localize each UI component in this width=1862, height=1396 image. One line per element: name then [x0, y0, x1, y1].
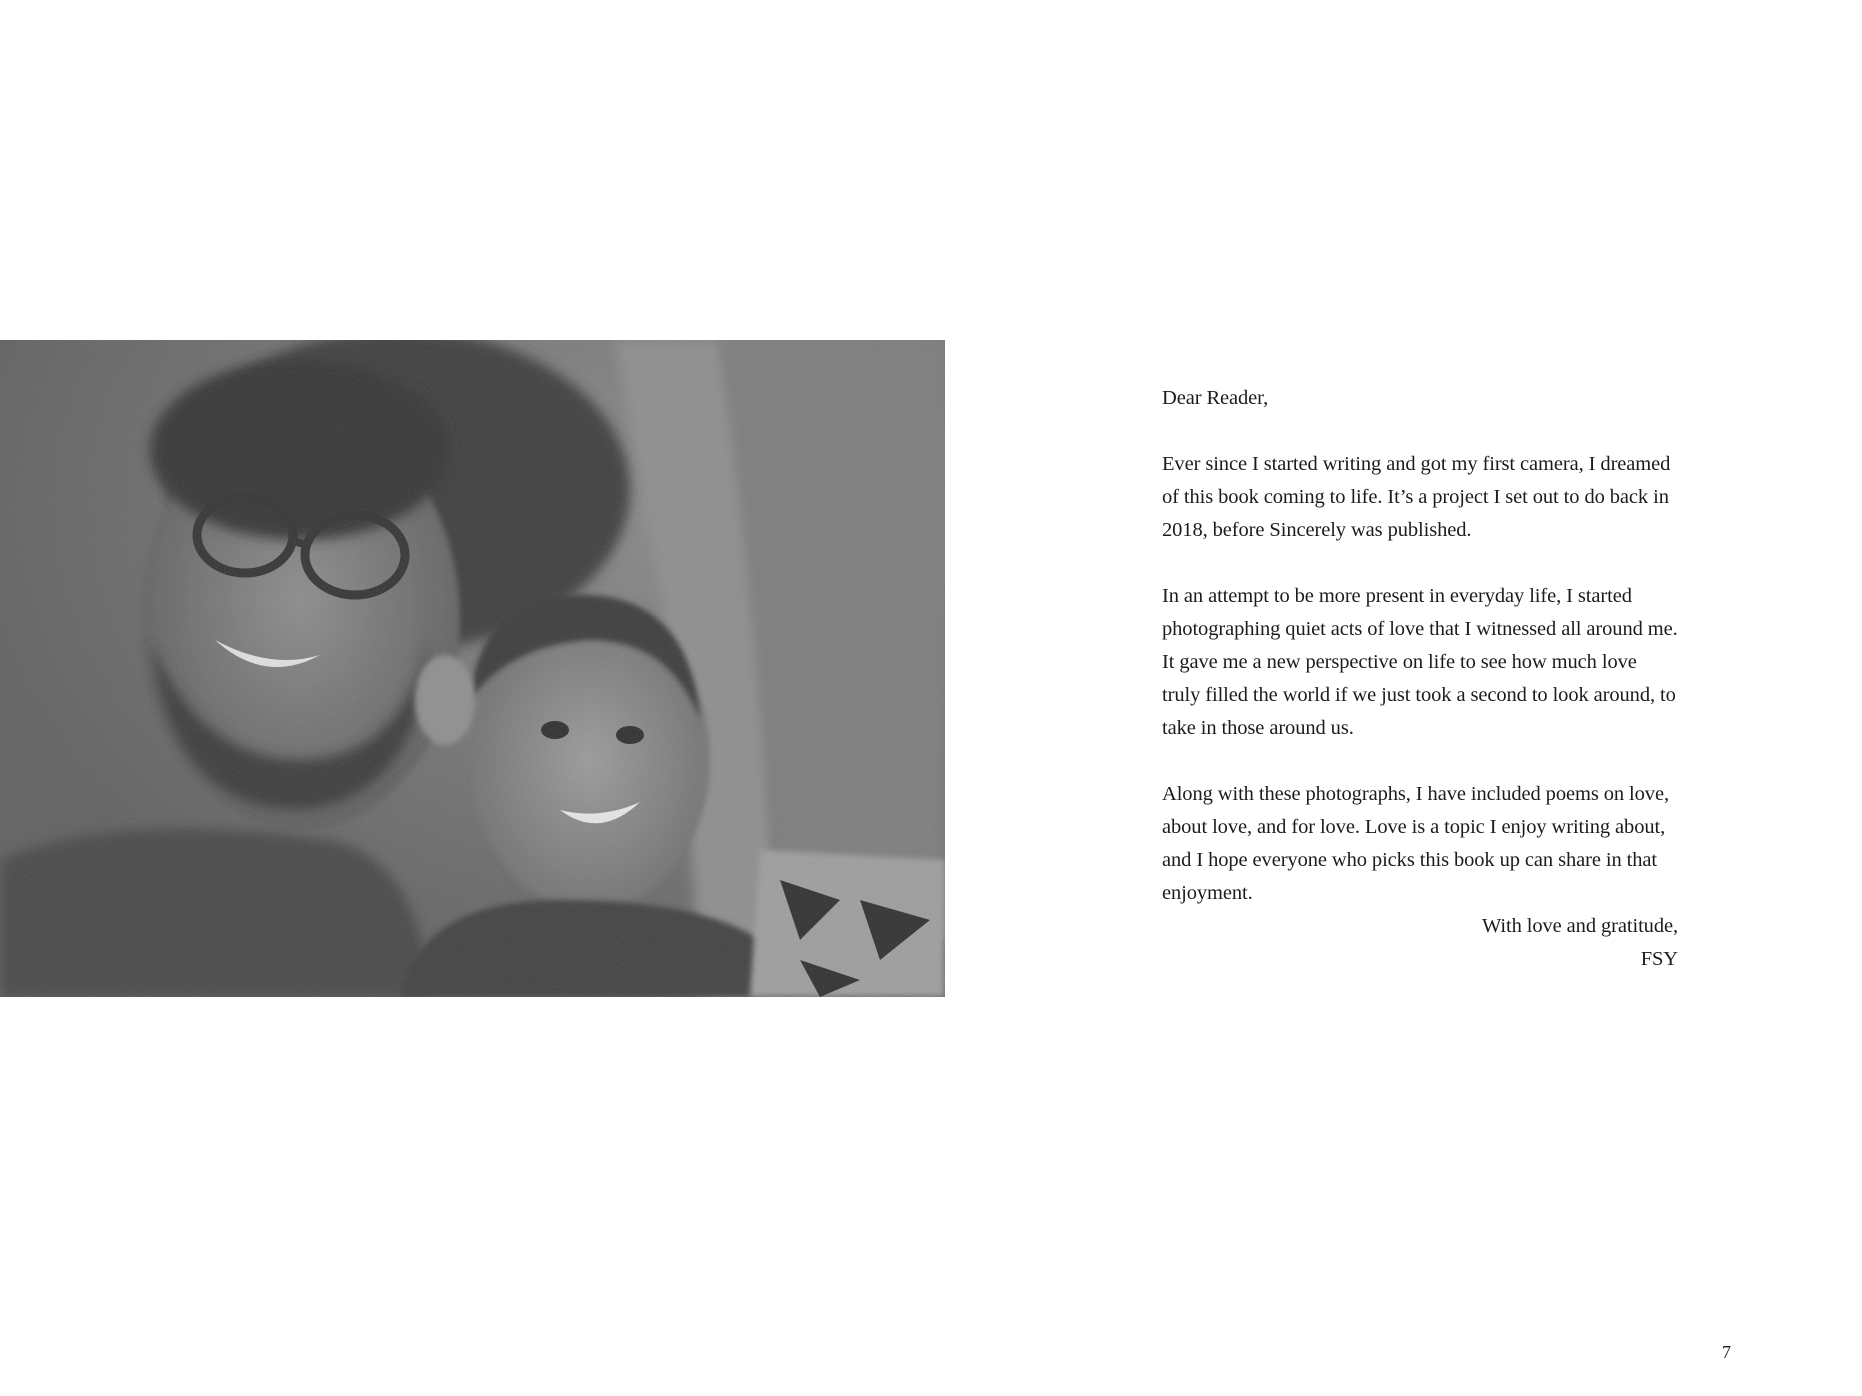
letter-signature: FSY — [1640, 948, 1678, 970]
letter-paragraph: Ever since I started writing and got my first camera, I dreamed of this book coming to life. It’s a project I set out to do back in 2018, before Sincerely was published. — [1162, 453, 1671, 541]
letter-paragraph: In an attempt to be more present in everyday life, I started photographing quiet acts of love that I witnessed all around me. It gave me a new perspective on life to see how much love truly filled the world if we just took a second to look around, to take in those around us. — [1162, 585, 1678, 739]
page-number: 7 — [1722, 1342, 1731, 1362]
letter-closing: With love and gratitude, — [1481, 915, 1678, 937]
photograph — [0, 340, 945, 997]
letter-paragraph: Along with these photographs, I have included poems on love, about love, and for love. Love is a topic I enjoy writing about, and I hope everyone who picks this book up can share in that enjoyment. — [1162, 783, 1669, 904]
letter — [1162, 382, 1678, 976]
photograph-icon — [0, 340, 945, 997]
letter-salutation: Dear Reader, — [1162, 387, 1269, 409]
